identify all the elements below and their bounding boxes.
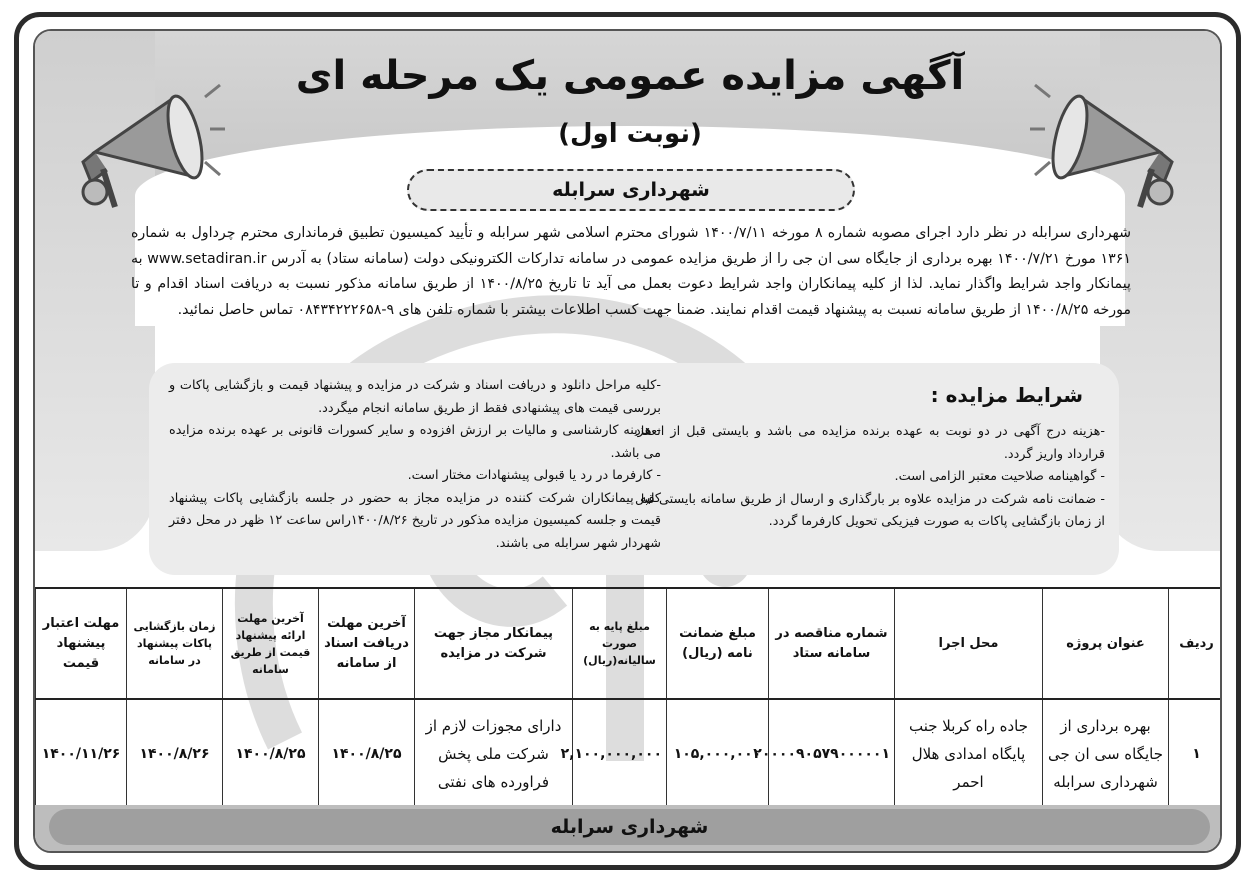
cell-project: بهره برداری از جایگاه سی ان جی شهرداری سرابله [1043, 699, 1169, 807]
header-opening-time: زمان بازگشایی پاکات پیشنهاد در سامانه [127, 589, 223, 699]
organization-label [407, 169, 855, 211]
header-doc-deadline: آخرین مهلت دریافت اسناد از سامانه [319, 589, 415, 699]
condition-item: - ضمانت نامه شرکت در مزایده علاوه بر بارگذاری و ارسال از طریق سامانه بایستی قبل از زمان بازگشایی پاکات به صورت فیزیکی تحویل کارفرما گردد. [635, 491, 1105, 529]
header-base-price: مبلغ پایه به صورت سالیانه(ریال) [573, 589, 667, 699]
auction-table [35, 587, 1222, 809]
cell-validity: ۱۴۰۰/۱۱/۲۶ [36, 699, 127, 807]
header-row-number: ردیف [1169, 589, 1223, 699]
cell-contractor: دارای مجوزات لازم از شرکت ملی پخش فراورده های نفتی [415, 699, 573, 807]
cell-doc-deadline: ۱۴۰۰/۸/۲۵ [319, 699, 415, 807]
megaphone-icon [1030, 67, 1200, 217]
condition-item: -کلیه مراحل دانلود و دریافت اسناد و شرکت در مزایده و پیشنهاد قیمت و بازگشایی پاکات و بررسی قیمت های پیشنهادی فقط از طریق سامانه انجام میگردد. [169, 378, 661, 416]
condition-item: کلیه پیمانکاران شرکت کننده در مزایده مجاز به حضور در جلسه بازگشایی پاکات پیشنهاد قیمت و جلسه کمیسیون مزایده مذکور در تاریخ ۱۴۰۰/۸/۲۶راس ساعت ۱۲ ظهر در محل دفتر شهردار شهر سرابله می باشند. [169, 490, 661, 551]
megaphone-icon [55, 67, 225, 217]
cell-row-number: ۱ [1169, 699, 1223, 807]
header-project: عنوان پروژه [1043, 589, 1169, 699]
table-header-row [36, 589, 1223, 699]
footer-band [35, 805, 1220, 851]
table-row [36, 699, 1223, 807]
header-tender-number: شماره مناقصه در سامانه ستاد [769, 589, 895, 699]
condition-item: - کارفرما در رد یا قبولی پیشنهادات مختار است. [407, 468, 661, 483]
cell-opening-time: ۱۴۰۰/۸/۲۶ [127, 699, 223, 807]
conditions-left-column [169, 375, 661, 555]
cell-base-price: ۲,۱۰۰,۰۰۰,۰۰۰ [573, 699, 667, 807]
intro-paragraph: شهرداری سرابله در نظر دارد اجرای مصوبه شماره ۸ مورخه ۱۴۰۰/۷/۱۱ شورای محترم اسلامی شهر سرابله و تأیید کمیسیون تطبیق فرمانداری محترم چرداول به شماره ۱۳۶۱ مورخ ۱۴۰۰/۷/۲۱ بهره برداری از جایگاه سی ان جی را از طریق مزایده عمومی در سامانه تدارکات الکترونیکی دولت (سامانه ستاد) به آدرس www.setadiran.ir به پیمانکار واجد شرایط واگذار نماید. لذا از کلیه پیمانکاران واجد شرایط دعوت بعمل می آید تا تاریخ ۱۴۰۰/۸/۲۵ از طریق سامانه مذکور نسبت به دریافت اسناد اقدام و تا مورخه ۱۴۰۰/۸/۲۵ از طریق سامانه نسبت به پیشنهاد قیمت اقدام نمایند. ضمنا جهت کسب اطلاعات بیشتر با شماره تلفن های ۹-۰۸۴۳۴۲۲۲۶۵۸ تماس حاصل نمائید. [131, 225, 1131, 318]
organization-name: شهرداری سرابله [552, 179, 710, 201]
condition-item: - گواهینامه صلاحیت معتبر الزامی است. [894, 469, 1105, 484]
footer-organization [49, 809, 1210, 845]
header-bid-deadline: آخرین مهلت ارائه پیشنهاد قیمت از طریق سامانه [223, 589, 319, 699]
ad-frame [14, 12, 1241, 870]
header-location: محل اجرا [895, 589, 1043, 699]
condition-item: -هزینه درج آگهی در دو نوبت به عهده برنده مزایده می باشد و بایستی قبل از انعقاد قرارداد واریز گردد. [635, 424, 1105, 462]
conditions-right-column [635, 421, 1105, 534]
ad-title: آگهی مزایده عمومی یک مرحله ای [295, 53, 965, 99]
cell-guarantee: ۱۰۵,۰۰۰,۰۰۰ [667, 699, 769, 807]
condition-item: - هزینه کارشناسی و مالیات بر ارزش افزوده و سایر کسورات قانونی بر عهده برنده مزایده می باشد. [169, 423, 661, 461]
cell-bid-deadline: ۱۴۰۰/۸/۲۵ [223, 699, 319, 807]
header-contractor: پیمانکار مجاز جهت شرکت در مزایده [415, 589, 573, 699]
header-validity: مهلت اعتبار پیشنهاد قیمت [36, 589, 127, 699]
conditions-panel [149, 363, 1119, 575]
footer-organization-name: شهرداری سرابله [550, 816, 709, 838]
cell-tender-number: ۲۰۰۰۰۹۰۵۷۹۰۰۰۰۰۱ [769, 699, 895, 807]
ad-subtitle: (نوبت اول) [558, 119, 702, 149]
cell-location: جاده راه کربلا جنب پایگاه امدادی هلال احمر [895, 699, 1043, 807]
header-guarantee: مبلغ ضمانت نامه (ریال) [667, 589, 769, 699]
conditions-title: شرایط مزایده : [930, 383, 1083, 407]
ad-inner [33, 29, 1222, 853]
